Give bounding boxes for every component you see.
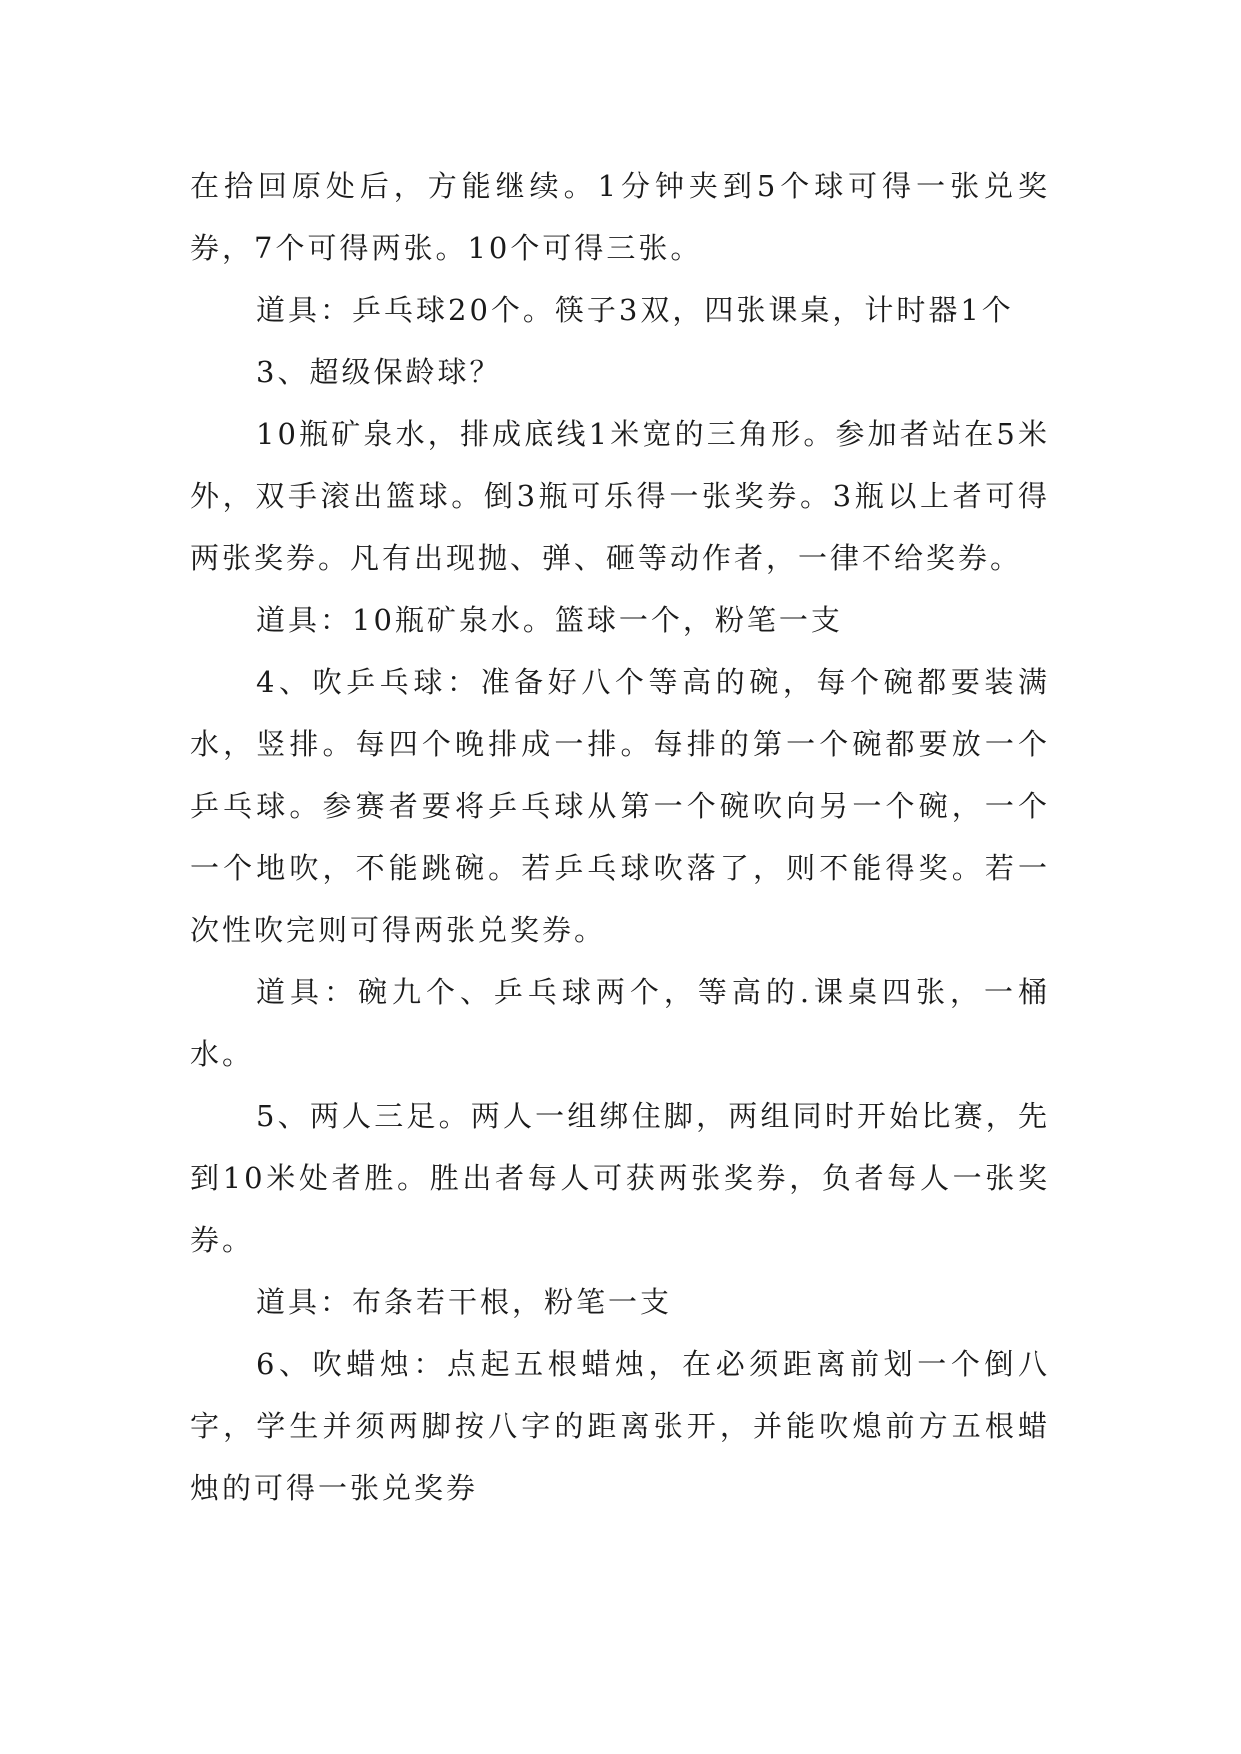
paragraph-10: 6、吹蜡烛：点起五根蜡烛，在必须距离前划一个倒八字，学生并须两脚按八字的距离张开，并能吹熄前方五根蜡烛的可得一张兑奖券 [190, 1347, 1050, 1505]
paragraph-4: 10瓶矿泉水，排成底线1米宽的三角形。参加者站在5米外，双手滚出篮球。倒3瓶可乐得一张奖券。3瓶以上者可得两张奖券。凡有出现抛、弹、砸等动作者，一律不给奖券。 [190, 417, 1050, 575]
paragraph-6: 4、吹乒乓球：准备好八个等高的碗，每个碗都要装满水，竖排。每四个晚排成一排。每排的第一个碗都要放一个乒乓球。参赛者要将乒乓球从第一个碗吹向另一个碗，一个一个地吹，不能跳碗。若乒乓球吹落了，则不能得奖。若一次性吹完则可得两张兑奖券。 [190, 665, 1050, 947]
paragraph-5: 道具：10瓶矿泉水。篮球一个，粉笔一支 [256, 603, 843, 637]
paragraph-8: 5、两人三足。两人一组绑住脚，两组同时开始比赛，先到10米处者胜。胜出者每人可获两张奖券，负者每人一张奖券。 [190, 1099, 1050, 1257]
paragraph-1: 在拾回原处后，方能继续。1分钟夹到5个球可得一张兑奖券，7个可得两张。10个可得三张。 [190, 169, 1050, 265]
paragraph-3: 3、超级保龄球？ [256, 355, 502, 389]
paragraph-7: 道具：碗九个、乒乓球两个，等高的.课桌四张，一桶水。 [190, 975, 1050, 1071]
document-body [190, 155, 1050, 1519]
paragraph-9: 道具：布条若干根，粉笔一支 [256, 1285, 673, 1319]
paragraph-2: 道具：乒乓球20个。筷子3双，四张课桌，计时器1个 [256, 293, 1014, 327]
